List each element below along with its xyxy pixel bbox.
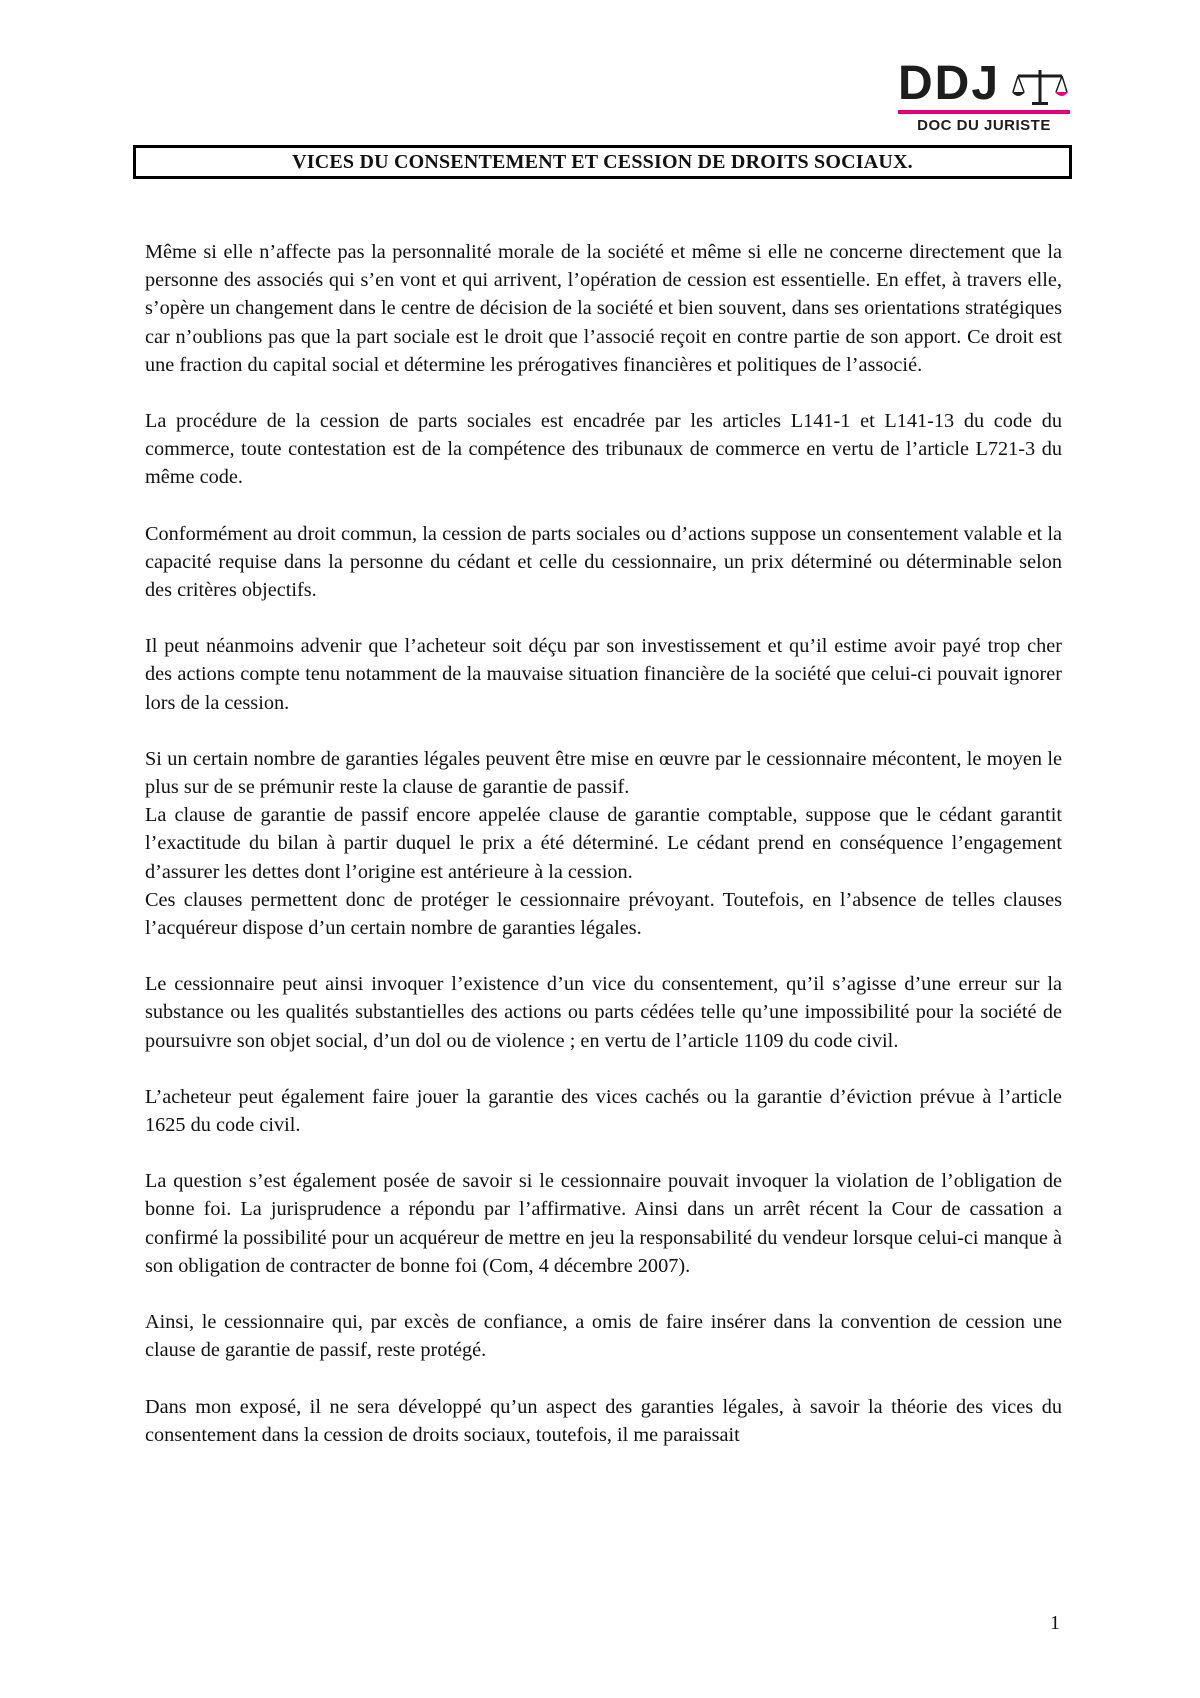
- page-number: 1: [1050, 1612, 1060, 1634]
- logo: [898, 57, 1073, 134]
- title-box: [133, 145, 1072, 179]
- paragraph: Conformément au droit commun, la cession de parts sociales ou d’actions suppose un consentement valable et la capacité requise dans la personne du cédant et celle du cessionnaire, un prix déterminé ou déterminable selon des critères objectifs.: [145, 522, 1062, 602]
- paragraph: L’acheteur peut également faire jouer la garantie des vices cachés ou la garantie d’éviction prévue à l’article 1625 du code civil.: [145, 1085, 1062, 1137]
- logo-accent-bar: [898, 110, 1070, 114]
- paragraph: La question s’est également posée de savoir si le cessionnaire pouvait invoquer la violation de l’obligation de bonne foi. La jurisprudence a répondu par l’affirmative. Ainsi dans un arrêt récent la Cour de cassation a confirmé la possibilité pour un acquéreur de mettre en jeu la responsabilité du vendeur lorsque celui-ci manque à son obligation de contracter de bonne foi (Com, 4 décembre 2007).: [145, 1170, 1062, 1277]
- paragraph: Même si elle n’affecte pas la personnalité morale de la société et même si elle ne concerne directement que la personne des associés qui s’en vont et qui arrivent, l’opération de cession est essentielle. En effet, à travers elle, s’opère un changement dans le centre de décision de la société et bien souvent, dans ses orientations stratégiques car n’oublions pas que la part sociale est le droit que l’associé reçoit en contre partie de son apport. Ce droit est une fraction du capital social et détermine les prérogatives financières et politiques de l’associé.: [145, 241, 1062, 376]
- logo-tagline: DOC DU JURISTE: [917, 117, 1051, 134]
- paragraph: Le cessionnaire peut ainsi invoquer l’existence d’un vice du consentement, qu’il s’agisse d’une erreur sur la substance ou les qualités substantielles des actions ou parts cédées telle qu’une impossibilité pour la société de poursuivre son objet social, d’un dol ou de violence ; en vertu de l’article 1109 du code civil.: [145, 973, 1062, 1052]
- paragraph: Si un certain nombre de garanties légales peuvent être mise en œuvre par le cessionnaire mécontent, le moyen le plus sur de se prémunir reste la clause de garantie de passif.: [145, 747, 1062, 799]
- paragraph: La clause de garantie de passif encore appelée clause de garantie comptable, suppose que le cédant garantit l’exactitude du bilan à partir duquel le prix a été déterminé. Le cédant prend en conséquence l’engagement d’assurer les dettes dont l’origine est antérieure à la cession.: [145, 804, 1062, 883]
- scale-of-justice-icon: [1010, 68, 1070, 106]
- paragraph: Ainsi, le cessionnaire qui, par excès de confiance, a omis de faire insérer dans la convention de cession une clause de garantie de passif, reste protégé.: [145, 1311, 1062, 1362]
- document-body: [145, 238, 1062, 1477]
- paragraph: Il peut néanmoins advenir que l’acheteur soit déçu par son investissement et qu’il estime avoir payé trop cher des actions compte tenu notamment de la mauvaise situation financière de la société que celui-ci pouvait ignorer lors de la cession.: [145, 635, 1062, 714]
- logo-letters: DDJ: [898, 57, 1001, 110]
- page-title: VICES DU CONSENTEMENT ET CESSION DE DROITS SOCIAUX.: [292, 150, 913, 173]
- paragraph: Dans mon exposé, il ne sera développé qu’un aspect des garanties légales, à savoir la théorie des vices du consentement dans la cession de droits sociaux, toutefois, il me paraissait: [145, 1395, 1062, 1446]
- paragraph: Ces clauses permettent donc de protéger le cessionnaire prévoyant. Toutefois, en l’absence de telles clauses l’acquéreur dispose d’un certain nombre de garanties légales.: [145, 888, 1062, 940]
- paragraph: La procédure de la cession de parts sociales est encadrée par les articles L141-1 et L141-13 du code du commerce, toute contestation est de la compétence des tribunaux de commerce en vertu de l’article L721-3 du même code.: [145, 410, 1062, 489]
